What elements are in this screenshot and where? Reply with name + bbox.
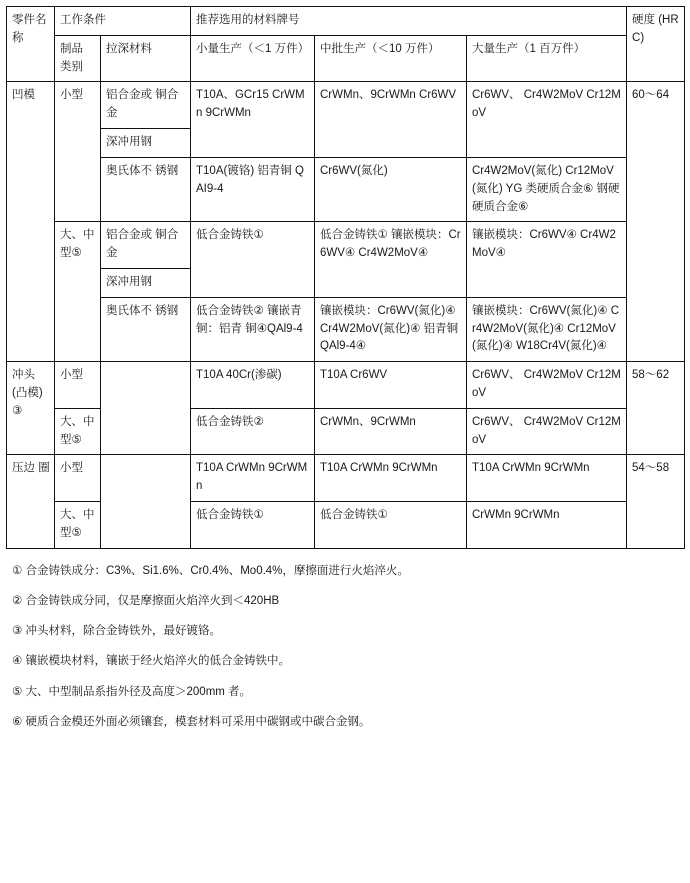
cell-aomo-small-large-batch-1: Cr6WV、 Cr4W2MoV Cr12MoV (467, 82, 627, 157)
cell-chongtou-large-small-batch: 低合金铸铁② (191, 408, 315, 455)
cell-aomo-hardness: 60～64 (627, 82, 685, 362)
cell-aomo-large-large-batch-1: 镶嵌模块：Cr6WV④ Cr4W2MoV④ (467, 222, 627, 297)
cell-yabian-large-medium-batch: 低合金铸铁① (315, 502, 467, 549)
cell-yabian-large-small-batch: 低合金铸铁① (191, 502, 315, 549)
row-label-chongtou: 冲头 (凸模)③ (7, 362, 55, 455)
cell-aomo-small-mat1: 铝合金或 铜合 金 (101, 82, 191, 129)
cell-aomo-small-medium-batch-1: CrWMn、9CrWMn Cr6WV (315, 82, 467, 157)
cell-aomo-small-mat3: 奥氏体不 锈钢 (101, 157, 191, 221)
header-small-batch: 小量生产（＜1 万件） (191, 35, 315, 82)
cell-yabian-small-large-batch: T10A CrWMn 9CrWMn (467, 455, 627, 502)
table-row (7, 362, 685, 409)
header-hardness: 硬度 (HRC) (627, 7, 685, 82)
cell-chongtou-small-small-batch: T10A 40Cr(渗碳) (191, 362, 315, 409)
header-product-type: 制品 类别 (55, 35, 101, 82)
table-row (7, 222, 685, 269)
table-header-row-1 (7, 7, 685, 36)
header-part-name: 零件名 称 (7, 7, 55, 82)
cell-yabian-small-small-batch: T10A CrWMn 9CrWMn (191, 455, 315, 502)
cell-aomo-small-large-batch-2: Cr4W2MoV(氮化) Cr12MoV(氮化) YG 类硬质合金⑥ 钢硬硬质合金⑥ (467, 157, 627, 221)
table-row (7, 455, 685, 502)
cell-aomo-large-small-batch-1: 低合金铸铁① (191, 222, 315, 297)
header-work-condition: 工作条件 (55, 7, 191, 36)
row-label-yabian: 压边 圈 (7, 455, 55, 548)
row-label-chongtou-large: 大、中 型⑤ (55, 408, 101, 455)
header-recommended: 推荐选用的材料牌号 (191, 7, 627, 36)
table-row (7, 82, 685, 129)
footnote-4: ④ 镶嵌模块材料，镶嵌于经火焰淬火的低合金铸铁中。 (12, 655, 291, 668)
cell-yabian-small-medium-batch: T10A CrWMn 9CrWMn (315, 455, 467, 502)
cell-aomo-small-small-batch-1: T10A、GCr15 CrWMn 9CrWMn (191, 82, 315, 157)
header-drawn-material: 拉深材料 (101, 35, 191, 82)
cell-aomo-large-mat3: 奥氏体不 锈钢 (101, 297, 191, 361)
footnote-1: ① 合金铸铁成分：C3%、Si1.6%、Cr0.4%、Mo0.4%，摩擦面进行火焰淬火。 (12, 564, 409, 577)
cell-yabian-material-blank (101, 455, 191, 548)
cell-yabian-large-large-batch: CrWMn 9CrWMn (467, 502, 627, 549)
materials-table (6, 6, 685, 549)
row-label-aomo: 凹模 (7, 82, 55, 362)
cell-chongtou-small-large-batch: Cr6WV、 Cr4W2MoV Cr12MoV (467, 362, 627, 409)
cell-chongtou-large-large-batch: Cr6WV、 Cr4W2MoV Cr12MoV (467, 408, 627, 455)
cell-chongtou-hardness: 58～62 (627, 362, 685, 455)
cell-aomo-large-mat1: 铝合金或 铜合 金 (101, 222, 191, 269)
cell-aomo-large-large-batch-2: 镶嵌模块：Cr6WV(氮化)④ Cr4W2MoV(氮化)④ Cr12MoV(氮化)④ W18Cr4V(氮化)④ (467, 297, 627, 361)
header-large-batch: 大量生产（1 百万件） (467, 35, 627, 82)
row-label-aomo-small: 小型 (55, 82, 101, 222)
footnote-6: ⑥ 硬质合金模还外面必须镶套，模套材料可采用中碳钢或中碳合金钢。 (12, 715, 371, 728)
footnote-3: ③ 冲头材料，除合金铸铁外，最好镀铬。 (12, 625, 222, 638)
cell-aomo-small-small-batch-2: T10A(镀铬) 铝青铜 QAI9-4 (191, 157, 315, 221)
cell-aomo-small-medium-batch-2: Cr6WV(氮化) (315, 157, 467, 221)
cell-chongtou-small-medium-batch: T10A Cr6WV (315, 362, 467, 409)
row-label-yabian-large: 大、中 型⑤ (55, 502, 101, 549)
cell-aomo-large-small-batch-2: 低合金铸铁② 镶嵌青铜：铝青 铜④QAl9-4 (191, 297, 315, 361)
footnotes (4, 563, 682, 732)
cell-aomo-large-mat2: 深冲用钢 (101, 268, 191, 297)
cell-aomo-large-medium-batch-2: 镶嵌模块：Cr6WV(氮化)④ Cr4W2MoV(氮化)④ 铝青铜 QAl9-4④ (315, 297, 467, 361)
row-label-chongtou-small: 小型 (55, 362, 101, 409)
footnote-5: ⑤ 大、中型制品系指外径及高度＞200mm 者。 (12, 685, 252, 698)
cell-aomo-small-mat2: 深冲用钢 (101, 129, 191, 158)
row-label-yabian-small: 小型 (55, 455, 101, 502)
cell-chongtou-large-medium-batch: CrWMn、9CrWMn (315, 408, 467, 455)
header-medium-batch: 中批生产（＜10 万件） (315, 35, 467, 82)
cell-yabian-hardness: 54～58 (627, 455, 685, 548)
footnote-2: ② 合金铸铁成分同，仅是摩擦面火焰淬火到＜420HB (12, 594, 280, 607)
table-header-row-2 (7, 35, 685, 82)
row-label-aomo-large: 大、中型⑤ (55, 222, 101, 362)
cell-chongtou-material-blank (101, 362, 191, 455)
cell-aomo-large-medium-batch-1: 低合金铸铁① 镶嵌模块：Cr6WV④ Cr4W2MoV④ (315, 222, 467, 297)
